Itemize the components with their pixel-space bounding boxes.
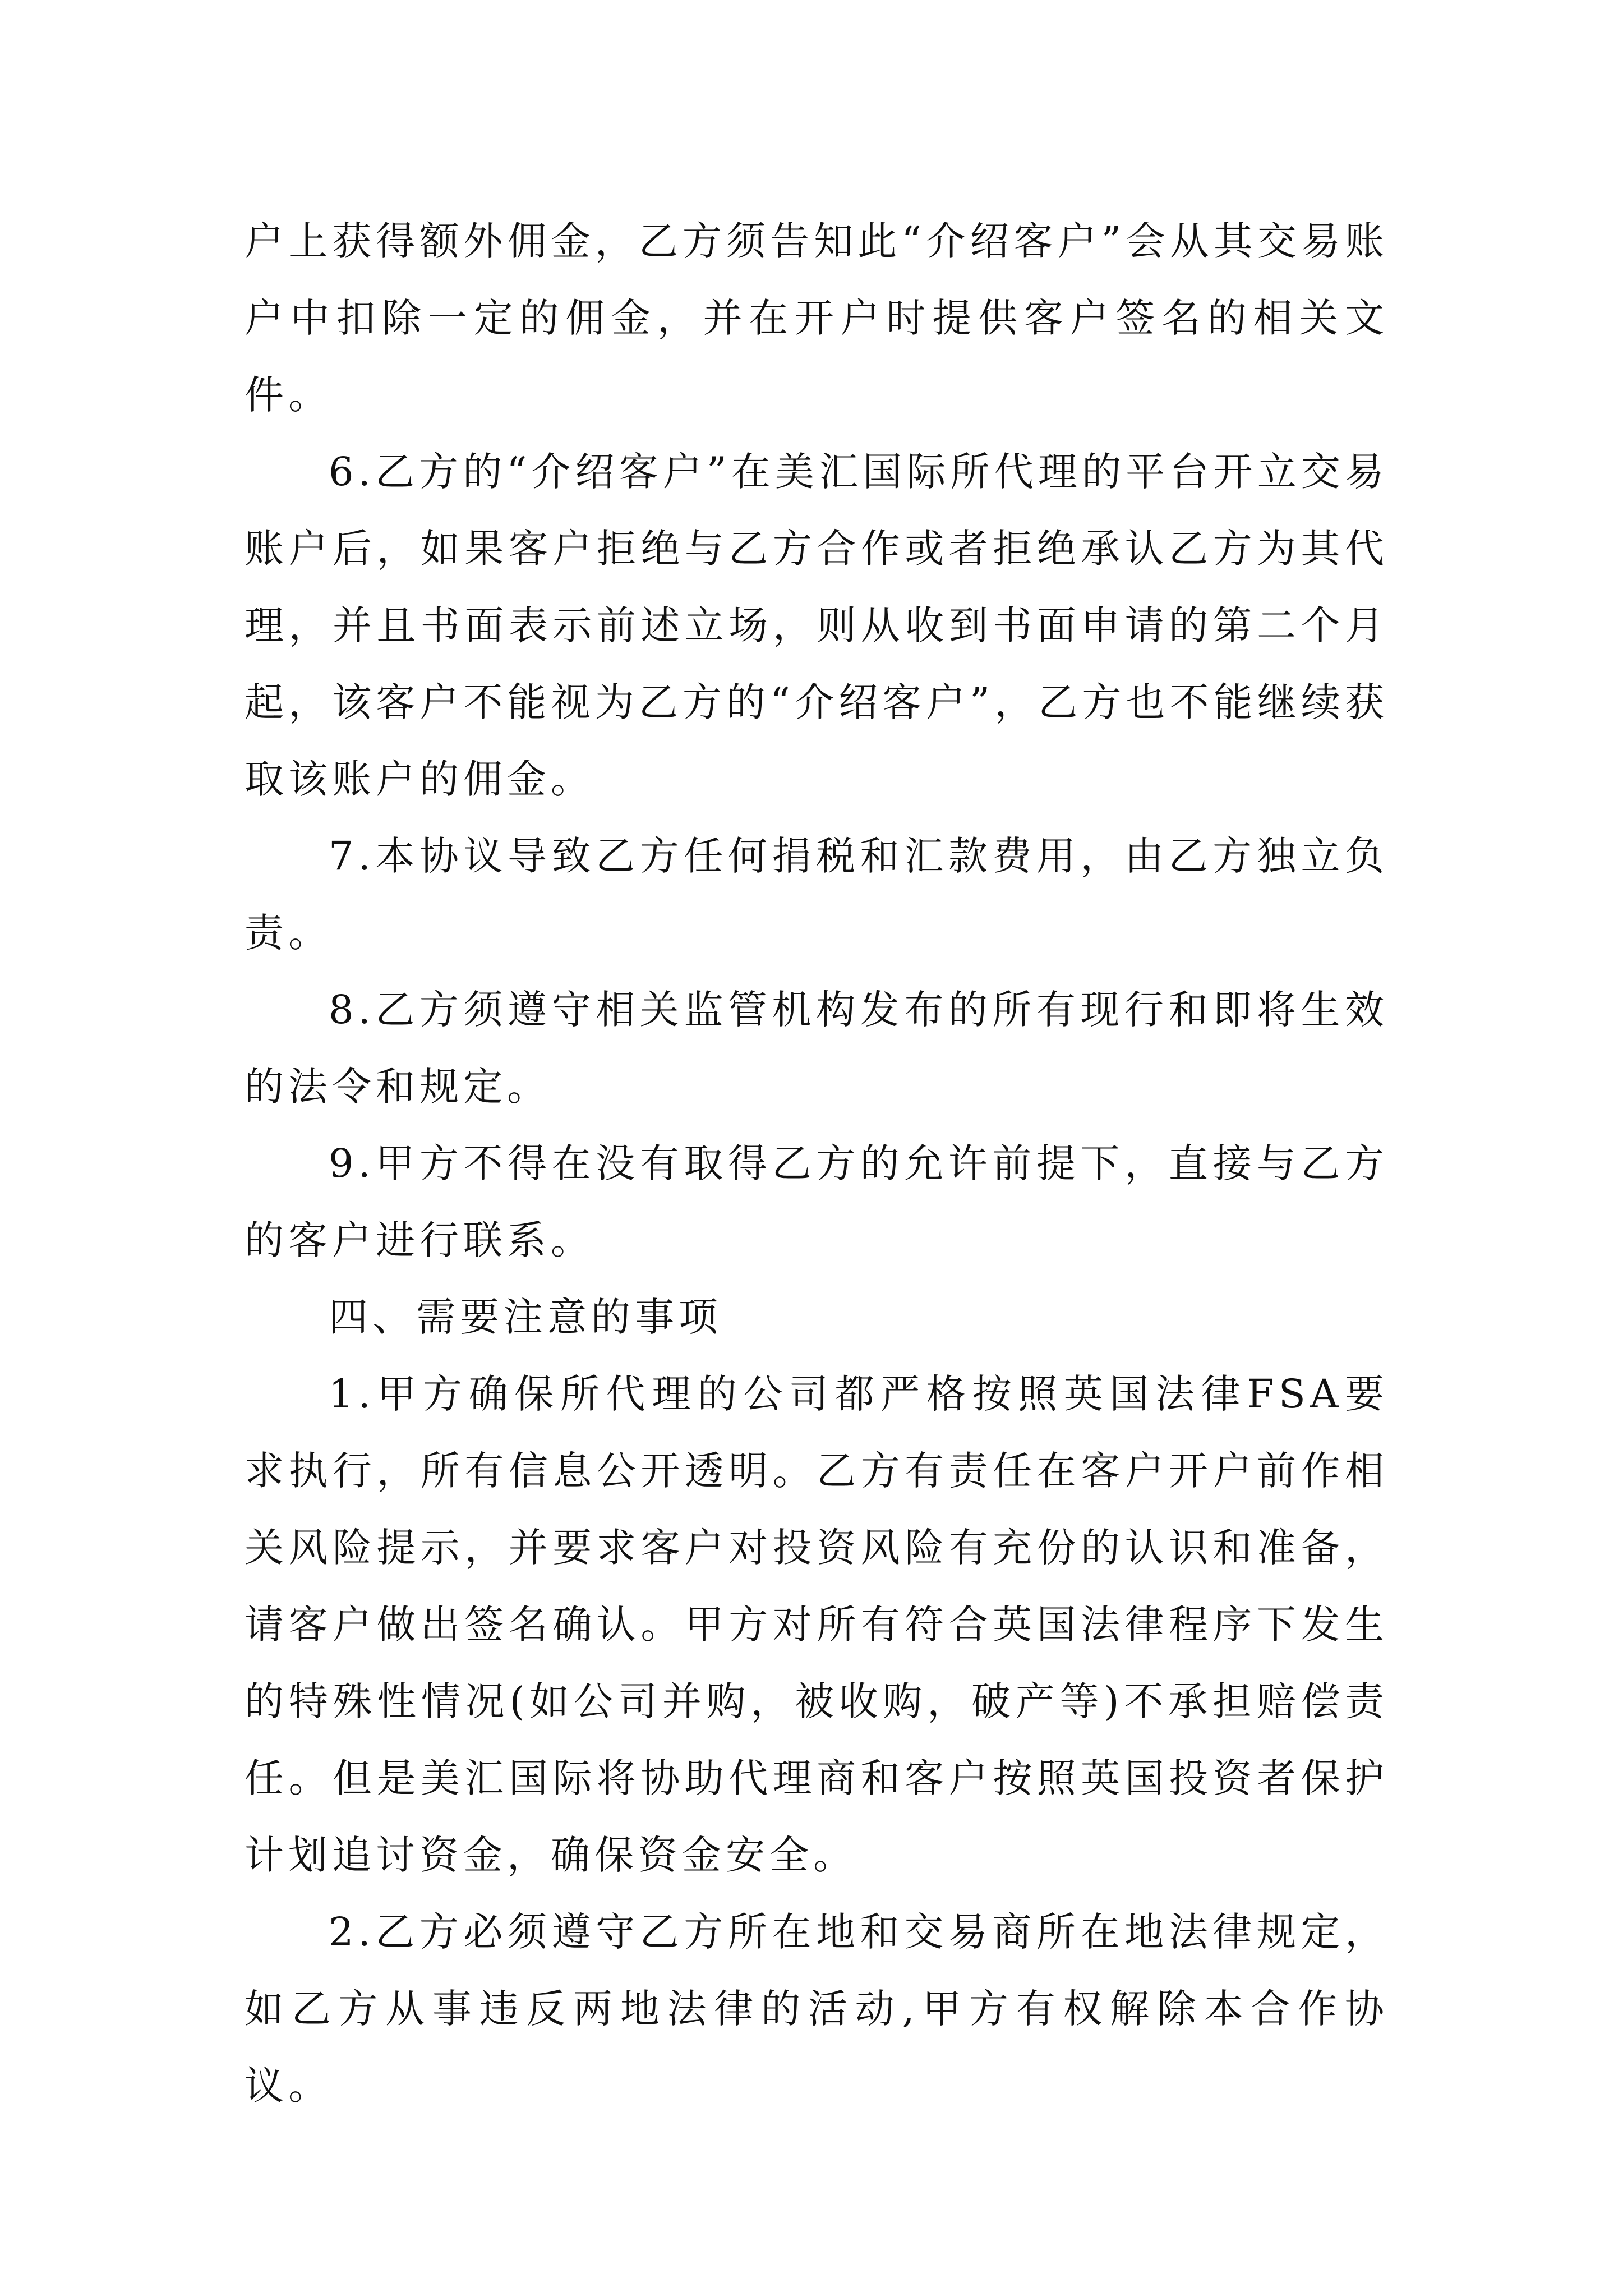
- paragraph-note-1: 1.甲方确保所代理的公司都严格按照英国法律FSA要求执行，所有信息公开透明。乙方有责任在客户开户前作相关风险提示，并要求客户对投资风险有充份的认识和准备，请客户做出签名确认。甲方对所有符合英国法律程序下发生的特殊性情况(如公司并购，被收购，破产等)不承担赔偿责任。但是美汇国际将协助代理商和客户按照英国投资者保护计划追讨资金，确保资金安全。: [245, 1371, 1389, 1878]
- paragraph-continuation: 户上获得额外佣金，乙方须告知此“介绍客户”会从其交易账户中扣除一定的佣金，并在开户时提供客户签名的相关文件。: [245, 218, 1389, 418]
- paragraph-clause-8: 8.乙方须遵守相关监管机构发布的所有现行和即将生效的法令和规定。: [245, 987, 1389, 1110]
- document-body: [245, 203, 1389, 2124]
- section-heading-notes: 四、需要注意的事项: [329, 1294, 722, 1340]
- paragraph-clause-7: 7.本协议导致乙方任何捐税和汇款费用，由乙方独立负责。: [245, 833, 1389, 956]
- paragraph-note-2: 2.乙方必须遵守乙方所在地和交易商所在地法律规定，如乙方从事违反两地法律的活动,甲方有权解除本合作协议。: [245, 1909, 1389, 2109]
- paragraph-clause-9: 9.甲方不得在没有取得乙方的允许前提下，直接与乙方的客户进行联系。: [245, 1140, 1389, 1263]
- paragraph-clause-6: 6.乙方的“介绍客户”在美汇国际所代理的平台开立交易账户后，如果客户拒绝与乙方合作或者拒绝承认乙方为其代理，并且书面表示前述立场，则从收到书面申请的第二个月起，该客户不能视为乙方的“介绍客户”，乙方也不能继续获取该账户的佣金。: [245, 449, 1389, 802]
